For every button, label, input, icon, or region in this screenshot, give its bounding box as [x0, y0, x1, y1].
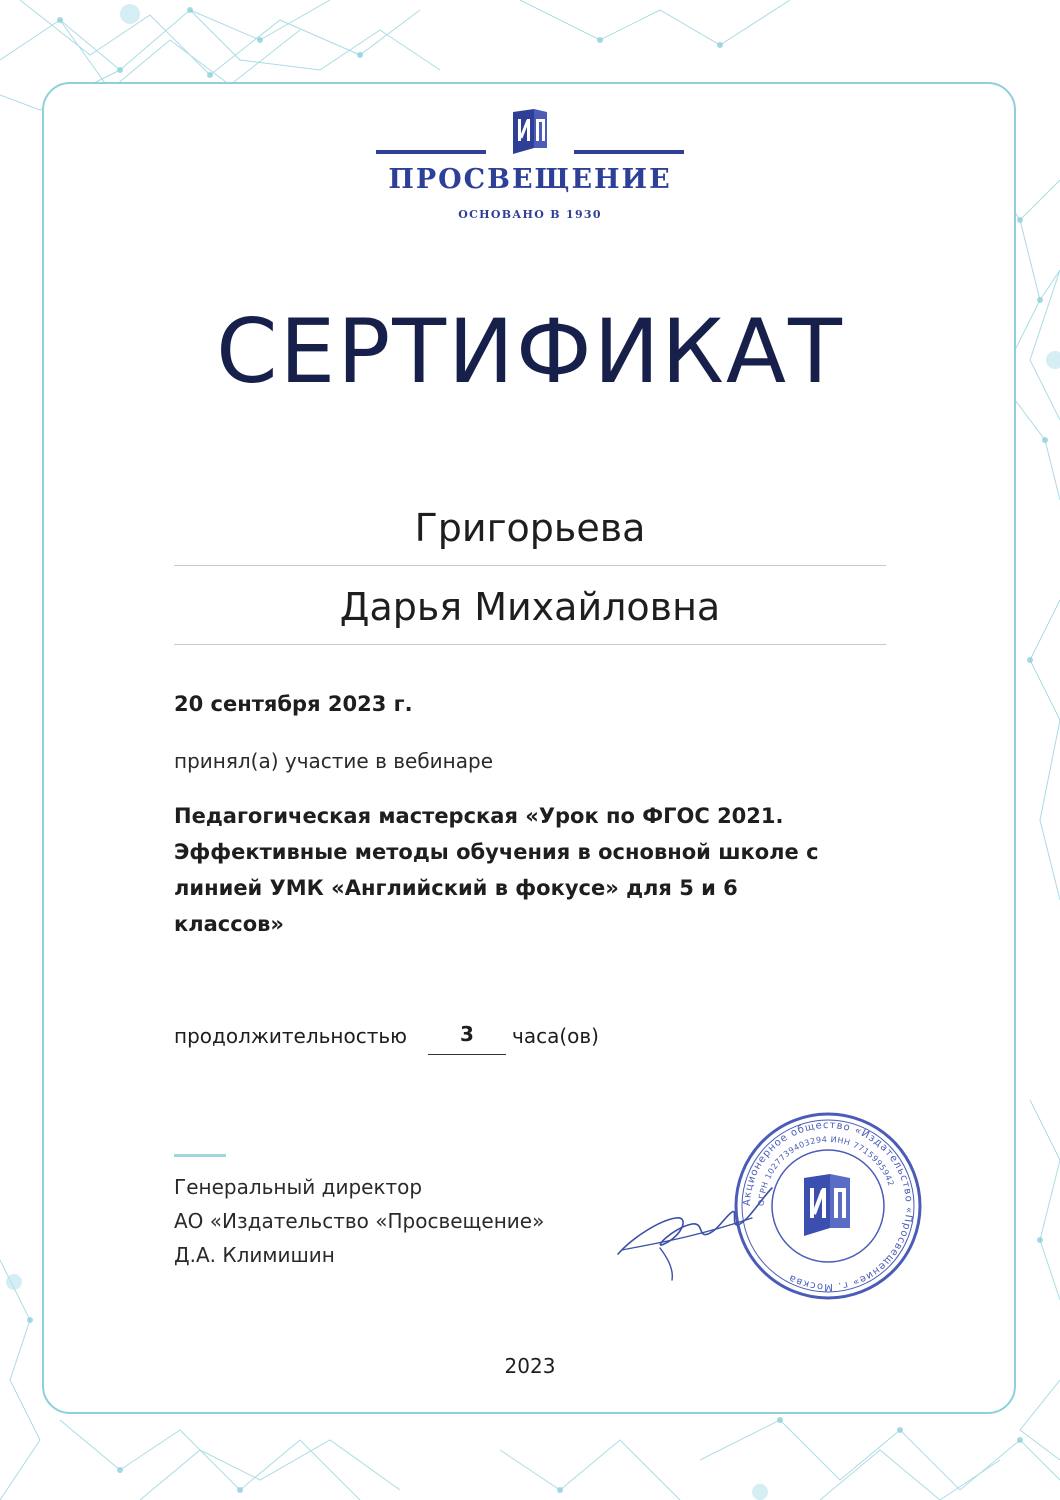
duration-unit: часа(ов) — [512, 1024, 599, 1048]
recipient-surname: Григорьева — [414, 506, 646, 550]
stamp-outer-text: Акционерное общество «Издательство «Просвещение» г. Москва — [741, 1119, 915, 1293]
stamp-emblem-icon — [804, 1174, 850, 1236]
name-underline — [174, 565, 886, 566]
brand-tagline: ОСНОВАНО В 1930 — [458, 208, 602, 221]
brand-name: ПРОСВЕЩЕНИЕ — [388, 164, 672, 195]
signatory-position: Генеральный директор — [174, 1175, 423, 1199]
webinar-title-line: линией УМК «Английский в фокусе» для 5 и 6 — [174, 876, 738, 900]
director-signature — [612, 1178, 802, 1286]
publisher-emblem-icon — [510, 108, 550, 156]
recipient-given-names: Дарья Михайловна — [339, 585, 721, 629]
publisher-logo — [376, 108, 684, 226]
duration-value: 3 — [428, 1022, 506, 1055]
signatory-accent-bar — [174, 1154, 226, 1157]
signatory-organization: АО «Издательство «Просвещение» — [174, 1209, 545, 1233]
footer-year: 2023 — [504, 1354, 556, 1378]
webinar-title — [174, 798, 894, 942]
webinar-title-line: Педагогическая мастерская «Урок по ФГОС 2021. — [174, 804, 784, 828]
certificate-title: СЕРТИФИКАТ — [216, 300, 844, 403]
signatory-name: Д.А. Климишин — [174, 1243, 335, 1267]
participation-text: принял(а) участие в вебинаре — [174, 749, 493, 773]
name-underline — [174, 644, 886, 645]
duration-label: продолжительностью — [174, 1024, 407, 1048]
stamp-inner-text: ОГРН 1027739403294 ИНН 7715995942 — [756, 1134, 896, 1207]
logo-rule-right — [574, 150, 684, 154]
logo-rule-left — [376, 150, 486, 154]
event-date: 20 сентября 2023 г. — [174, 692, 413, 716]
webinar-title-line: Эффективные методы обучения в основной школе с — [174, 840, 819, 864]
webinar-title-line: классов» — [174, 912, 284, 936]
